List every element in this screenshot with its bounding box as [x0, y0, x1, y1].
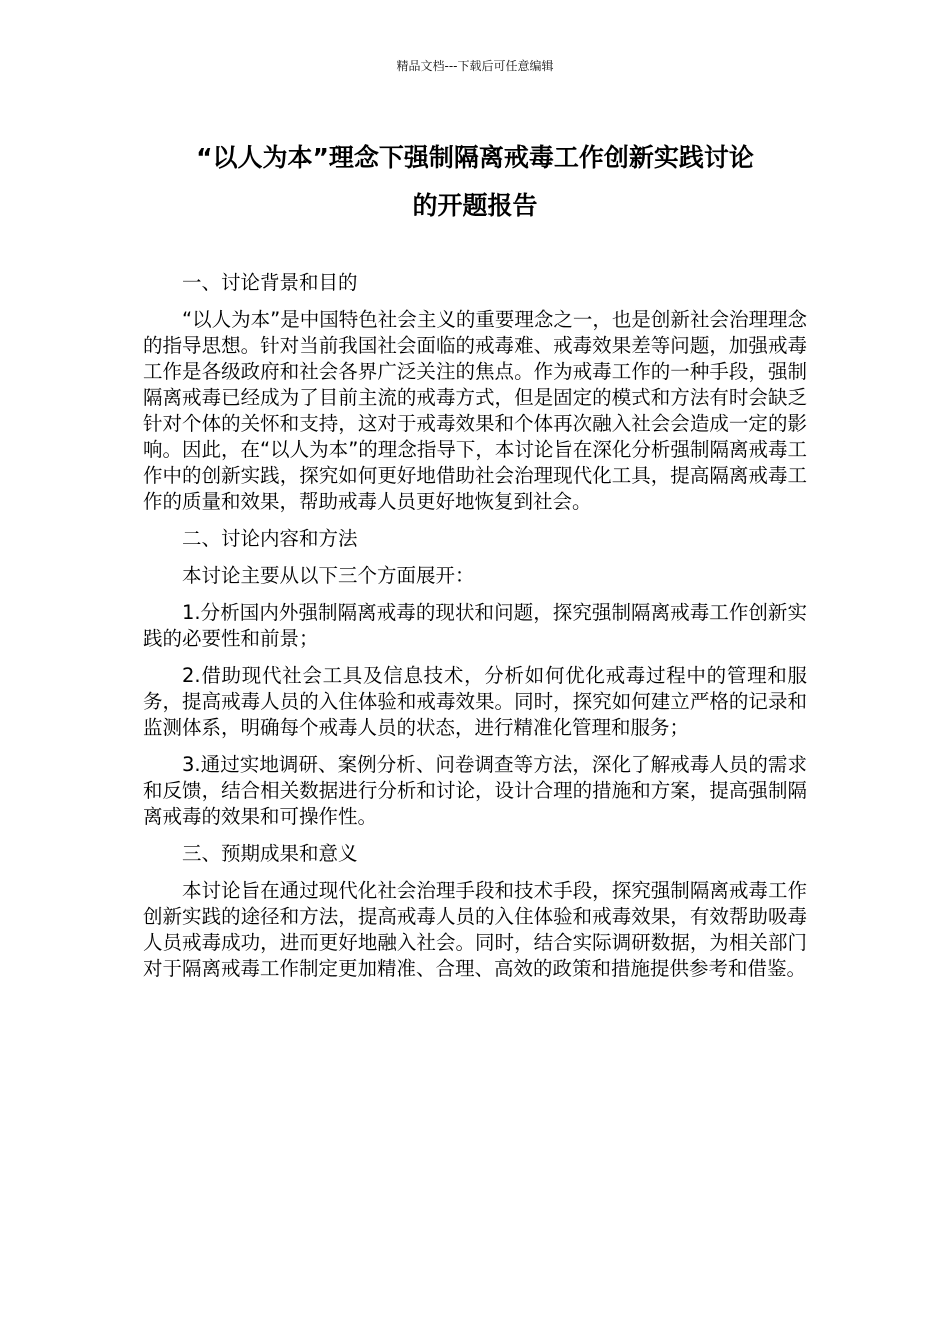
paragraph-outcomes: 本讨论旨在通过现代化社会治理手段和技术手段，探究强制隔离戒毒工作创新实践的途径和方法，提高戒毒人员的入住体验和戒毒效果，有效帮助吸毒人员戒毒成功，进而更好地融入社会。同时，结合实际调研数据，为相关部门对于隔离戒毒工作制定更加精准、合理、高效的政策和措施提供参考和借鉴。 [143, 879, 807, 980]
title-line-2: 的开题报告 [412, 191, 538, 220]
paragraph-background: “以人为本”是中国特色社会主义的重要理念之一，也是创新社会治理理念的指导思想。针对当前我国社会面临的戒毒难、戒毒效果差等问题，加强戒毒工作是各级政府和社会各界广泛关注的焦点。作为戒毒工作的一种手段，强制隔离戒毒已经成为了目前主流的戒毒方式，但是固定的模式和方法有时会缺乏针对个体的关怀和支持，这对于戒毒效果和个体再次融入社会会造成一定的影响。因此，在“以人为本”的理念指导下，本讨论旨在深化分析强制隔离戒毒工作中的创新实践，探究如何更好地借助社会治理现代化工具，提高隔离戒毒工作的质量和效果，帮助戒毒人员更好地恢复到社会。 [143, 308, 807, 513]
list-item-3: 3.通过实地调研、案例分析、问卷调查等方法，深化了解戒毒人员的需求和反馈，结合相关数据进行分析和讨论，设计合理的措施和方案，提高强制隔离戒毒的效果和可操作性。 [143, 753, 807, 828]
paragraph-content-intro: 本讨论主要从以下三个方面展开： [182, 564, 475, 587]
section-heading-background: 一、讨论背景和目的 [182, 271, 358, 294]
document-title [143, 134, 807, 230]
title-line-1: “以人为本”理念下强制隔离戒毒工作创新实践讨论 [196, 143, 754, 172]
document-body [143, 270, 807, 993]
list-item-2: 2.借助现代社会工具及信息技术，分析如何优化戒毒过程中的管理和服务，提高戒毒人员的入住体验和戒毒效果。同时，探究如何建立严格的记录和监测体系，明确每个戒毒人员的状态，进行精准化管理和服务； [143, 664, 807, 739]
section-heading-outcomes: 三、预期成果和意义 [182, 842, 358, 865]
list-item-1: 1.分析国内外强制隔离戒毒的现状和问题，探究强制隔离戒毒工作创新实践的必要性和前景； [143, 601, 807, 650]
header-note: 精品文档---下载后可任意编辑 [396, 59, 554, 73]
section-heading-content-methods: 二、讨论内容和方法 [182, 527, 358, 550]
